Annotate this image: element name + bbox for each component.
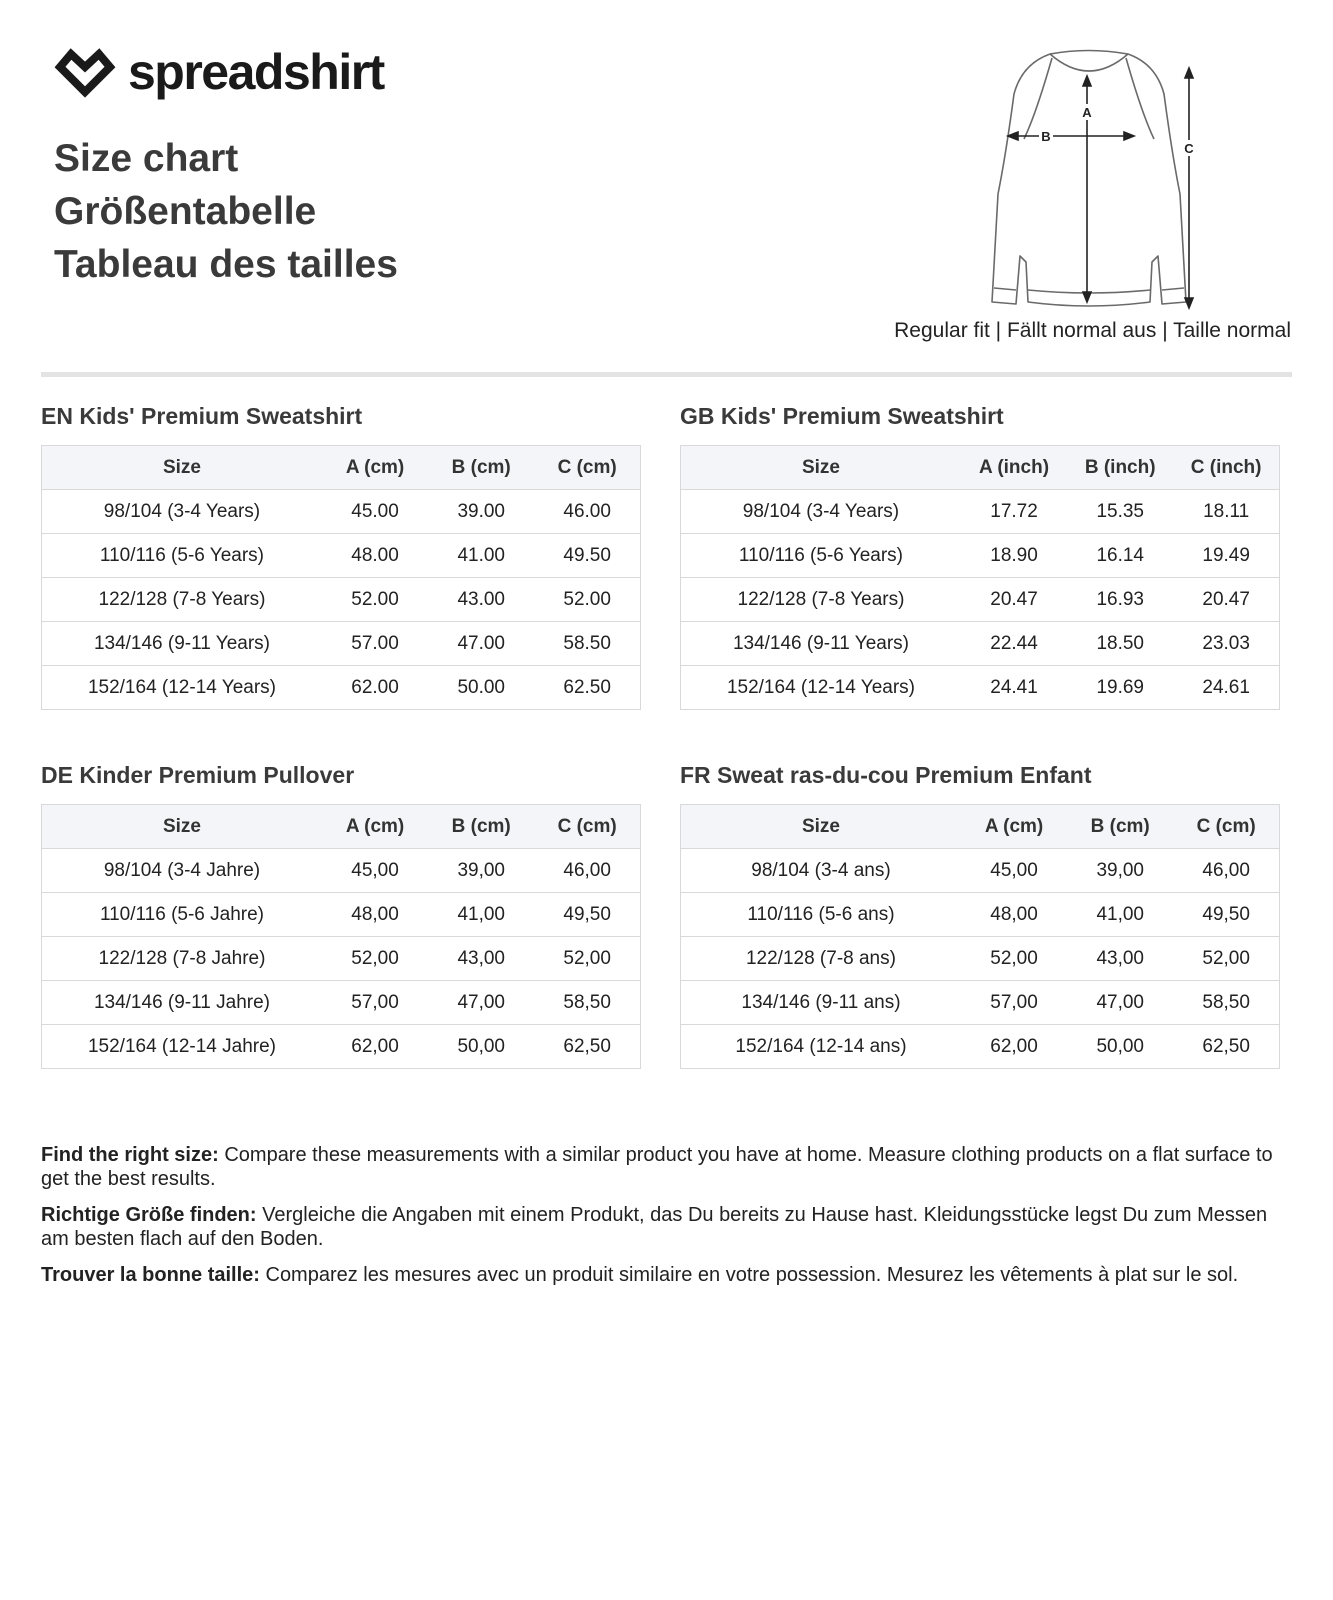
value-cell: 58.50: [534, 622, 640, 666]
size-cell: 98/104 (3-4 Years): [42, 490, 322, 534]
column-header: C (inch): [1173, 446, 1279, 490]
column-header: A (cm): [961, 805, 1067, 849]
diagram-label-c: C: [1184, 141, 1194, 156]
column-header: B (cm): [428, 805, 534, 849]
raglan-seam-left: [1024, 58, 1052, 139]
size-cell: 152/164 (12-14 Jahre): [42, 1025, 322, 1069]
table-row: [42, 893, 641, 937]
table-header-row: [681, 805, 1280, 849]
table-row: [42, 578, 641, 622]
column-header: C (cm): [534, 805, 640, 849]
value-cell: 48,00: [961, 893, 1067, 937]
cuff-right: [1162, 288, 1184, 290]
measurement-notes: [41, 1143, 1296, 1299]
table-row: [42, 622, 641, 666]
column-header: Size: [42, 805, 322, 849]
value-cell: 45,00: [322, 849, 428, 893]
table-row: [681, 578, 1280, 622]
value-cell: 52.00: [322, 578, 428, 622]
size-cell: 122/128 (7-8 Years): [681, 578, 961, 622]
table-row: [681, 893, 1280, 937]
column-header: B (cm): [428, 446, 534, 490]
table-row: [42, 1025, 641, 1069]
value-cell: 45,00: [961, 849, 1067, 893]
diagram-label-b: B: [1041, 129, 1051, 144]
value-cell: 17.72: [961, 490, 1067, 534]
column-header: C (cm): [1173, 805, 1279, 849]
note-text: Comparez les mesures avec un produit similaire en votre possession. Mesurez les vêtements à plat sur le sol.: [259, 1264, 1239, 1286]
value-cell: 19.49: [1173, 534, 1279, 578]
table-row: [681, 937, 1280, 981]
value-cell: 47,00: [1067, 981, 1173, 1025]
note-label: Trouver la bonne taille:: [41, 1264, 260, 1286]
cuff-left: [994, 288, 1016, 290]
size-cell: 98/104 (3-4 Jahre): [42, 849, 322, 893]
brand-logo[interactable]: [54, 46, 384, 98]
size-table: [41, 804, 641, 1069]
value-cell: 48.00: [322, 534, 428, 578]
value-cell: 52,00: [322, 937, 428, 981]
table-row: [42, 666, 641, 710]
size-table: [41, 445, 641, 710]
size-cell: 110/116 (5-6 Years): [42, 534, 322, 578]
table-row: [42, 490, 641, 534]
table-title: DE Kinder Premium Pullover: [41, 762, 355, 788]
size-table-en: [41, 399, 641, 710]
value-cell: 41,00: [1067, 893, 1173, 937]
column-header: B (inch): [1067, 446, 1173, 490]
note-label: Richtige Größe finden:: [41, 1204, 257, 1226]
table-header-row: [681, 446, 1280, 490]
value-cell: 20.47: [1173, 578, 1279, 622]
value-cell: 62,50: [534, 1025, 640, 1069]
size-cell: 134/146 (9-11 Years): [42, 622, 322, 666]
table-row: [681, 981, 1280, 1025]
heart-logo-icon: [54, 46, 116, 98]
size-table-fr: [680, 758, 1280, 1069]
raglan-seam-right: [1126, 58, 1154, 139]
table-header-row: [42, 805, 641, 849]
table-header-row: [42, 446, 641, 490]
table-title: EN Kids' Premium Sweatshirt: [41, 403, 363, 429]
table-row: [681, 534, 1280, 578]
table-row: [681, 1025, 1280, 1069]
size-cell: 122/128 (7-8 ans): [681, 937, 961, 981]
value-cell: 57,00: [322, 981, 428, 1025]
fit-note: Regular fit | Fällt normal aus | Taille normal: [894, 319, 1291, 342]
value-cell: 24.61: [1173, 666, 1279, 710]
value-cell: 39,00: [1067, 849, 1173, 893]
value-cell: 52,00: [1173, 937, 1279, 981]
value-cell: 22.44: [961, 622, 1067, 666]
size-cell: 134/146 (9-11 Jahre): [42, 981, 322, 1025]
value-cell: 49.50: [534, 534, 640, 578]
size-cell: 110/116 (5-6 ans): [681, 893, 961, 937]
brand-name: spreadshirt: [128, 44, 384, 100]
table-row: [42, 849, 641, 893]
value-cell: 24.41: [961, 666, 1067, 710]
value-cell: 45.00: [322, 490, 428, 534]
page-title-fr: Tableau des tailles: [54, 243, 398, 286]
value-cell: 47,00: [428, 981, 534, 1025]
column-header: Size: [681, 805, 961, 849]
value-cell: 46,00: [1173, 849, 1279, 893]
table-row: [42, 534, 641, 578]
value-cell: 52,00: [534, 937, 640, 981]
value-cell: 39,00: [428, 849, 534, 893]
column-header: Size: [681, 446, 961, 490]
page-titles: [54, 132, 398, 291]
value-cell: 57,00: [961, 981, 1067, 1025]
value-cell: 23.03: [1173, 622, 1279, 666]
size-cell: 152/164 (12-14 Years): [681, 666, 961, 710]
value-cell: 62.00: [322, 666, 428, 710]
size-table: [680, 804, 1280, 1069]
value-cell: 62,50: [1173, 1025, 1279, 1069]
header-divider: [41, 372, 1292, 377]
note-en: [41, 1143, 1296, 1191]
value-cell: 52.00: [534, 578, 640, 622]
size-cell: 134/146 (9-11 ans): [681, 981, 961, 1025]
value-cell: 18.90: [961, 534, 1067, 578]
value-cell: 62,00: [322, 1025, 428, 1069]
value-cell: 58,50: [1173, 981, 1279, 1025]
value-cell: 15.35: [1067, 490, 1173, 534]
value-cell: 47.00: [428, 622, 534, 666]
value-cell: 58,50: [534, 981, 640, 1025]
size-table-de: [41, 758, 641, 1069]
value-cell: 50.00: [428, 666, 534, 710]
value-cell: 16.93: [1067, 578, 1173, 622]
value-cell: 50,00: [1067, 1025, 1173, 1069]
table-title: GB Kids' Premium Sweatshirt: [680, 403, 1004, 429]
sweatshirt-body-outline: [992, 51, 1186, 307]
value-cell: 39.00: [428, 490, 534, 534]
column-header: A (inch): [961, 446, 1067, 490]
note-text: Compare these measurements with a similar product you have at home. Measure clothing products on a flat surface to get the best results.: [41, 1144, 1273, 1190]
value-cell: 20.47: [961, 578, 1067, 622]
size-cell: 122/128 (7-8 Jahre): [42, 937, 322, 981]
sweatshirt-diagram: [970, 44, 1230, 319]
size-cell: 134/146 (9-11 Years): [681, 622, 961, 666]
page-title-en: Size chart: [54, 137, 239, 180]
note-text: Vergleiche die Angaben mit einem Produkt, das Du bereits zu Hause hast. Kleidungsstücke legst Du zum Messen am besten flach auf den Boden.: [41, 1204, 1268, 1250]
table-row: [42, 981, 641, 1025]
column-header: A (cm): [322, 446, 428, 490]
note-de: [41, 1203, 1296, 1251]
value-cell: 46,00: [534, 849, 640, 893]
value-cell: 18.50: [1067, 622, 1173, 666]
diagram-label-a: A: [1082, 105, 1092, 120]
table-row: [681, 622, 1280, 666]
size-cell: 98/104 (3-4 Years): [681, 490, 961, 534]
value-cell: 48,00: [322, 893, 428, 937]
table-row: [681, 490, 1280, 534]
size-cell: 110/116 (5-6 Jahre): [42, 893, 322, 937]
value-cell: 52,00: [961, 937, 1067, 981]
size-cell: 152/164 (12-14 ans): [681, 1025, 961, 1069]
column-header: B (cm): [1067, 805, 1173, 849]
value-cell: 16.14: [1067, 534, 1173, 578]
table-title: FR Sweat ras-du-cou Premium Enfant: [680, 762, 1092, 788]
page-title-de: Größentabelle: [54, 190, 317, 233]
value-cell: 50,00: [428, 1025, 534, 1069]
table-row: [681, 666, 1280, 710]
size-cell: 122/128 (7-8 Years): [42, 578, 322, 622]
column-header: Size: [42, 446, 322, 490]
note-label: Find the right size:: [41, 1144, 219, 1166]
column-header: A (cm): [322, 805, 428, 849]
value-cell: 41,00: [428, 893, 534, 937]
value-cell: 57.00: [322, 622, 428, 666]
value-cell: 18.11: [1173, 490, 1279, 534]
size-cell: 98/104 (3-4 ans): [681, 849, 961, 893]
value-cell: 43,00: [1067, 937, 1173, 981]
value-cell: 41.00: [428, 534, 534, 578]
sweatshirt-neckline: [1050, 54, 1128, 71]
value-cell: 43.00: [428, 578, 534, 622]
size-cell: 152/164 (12-14 Years): [42, 666, 322, 710]
size-cell: 110/116 (5-6 Years): [681, 534, 961, 578]
table-row: [42, 937, 641, 981]
value-cell: 43,00: [428, 937, 534, 981]
table-row: [681, 849, 1280, 893]
value-cell: 62.50: [534, 666, 640, 710]
note-fr: [41, 1263, 1296, 1287]
size-table: [680, 445, 1280, 710]
value-cell: 49,50: [1173, 893, 1279, 937]
value-cell: 19.69: [1067, 666, 1173, 710]
value-cell: 46.00: [534, 490, 640, 534]
size-table-gb: [680, 399, 1280, 710]
column-header: C (cm): [534, 446, 640, 490]
value-cell: 62,00: [961, 1025, 1067, 1069]
value-cell: 49,50: [534, 893, 640, 937]
